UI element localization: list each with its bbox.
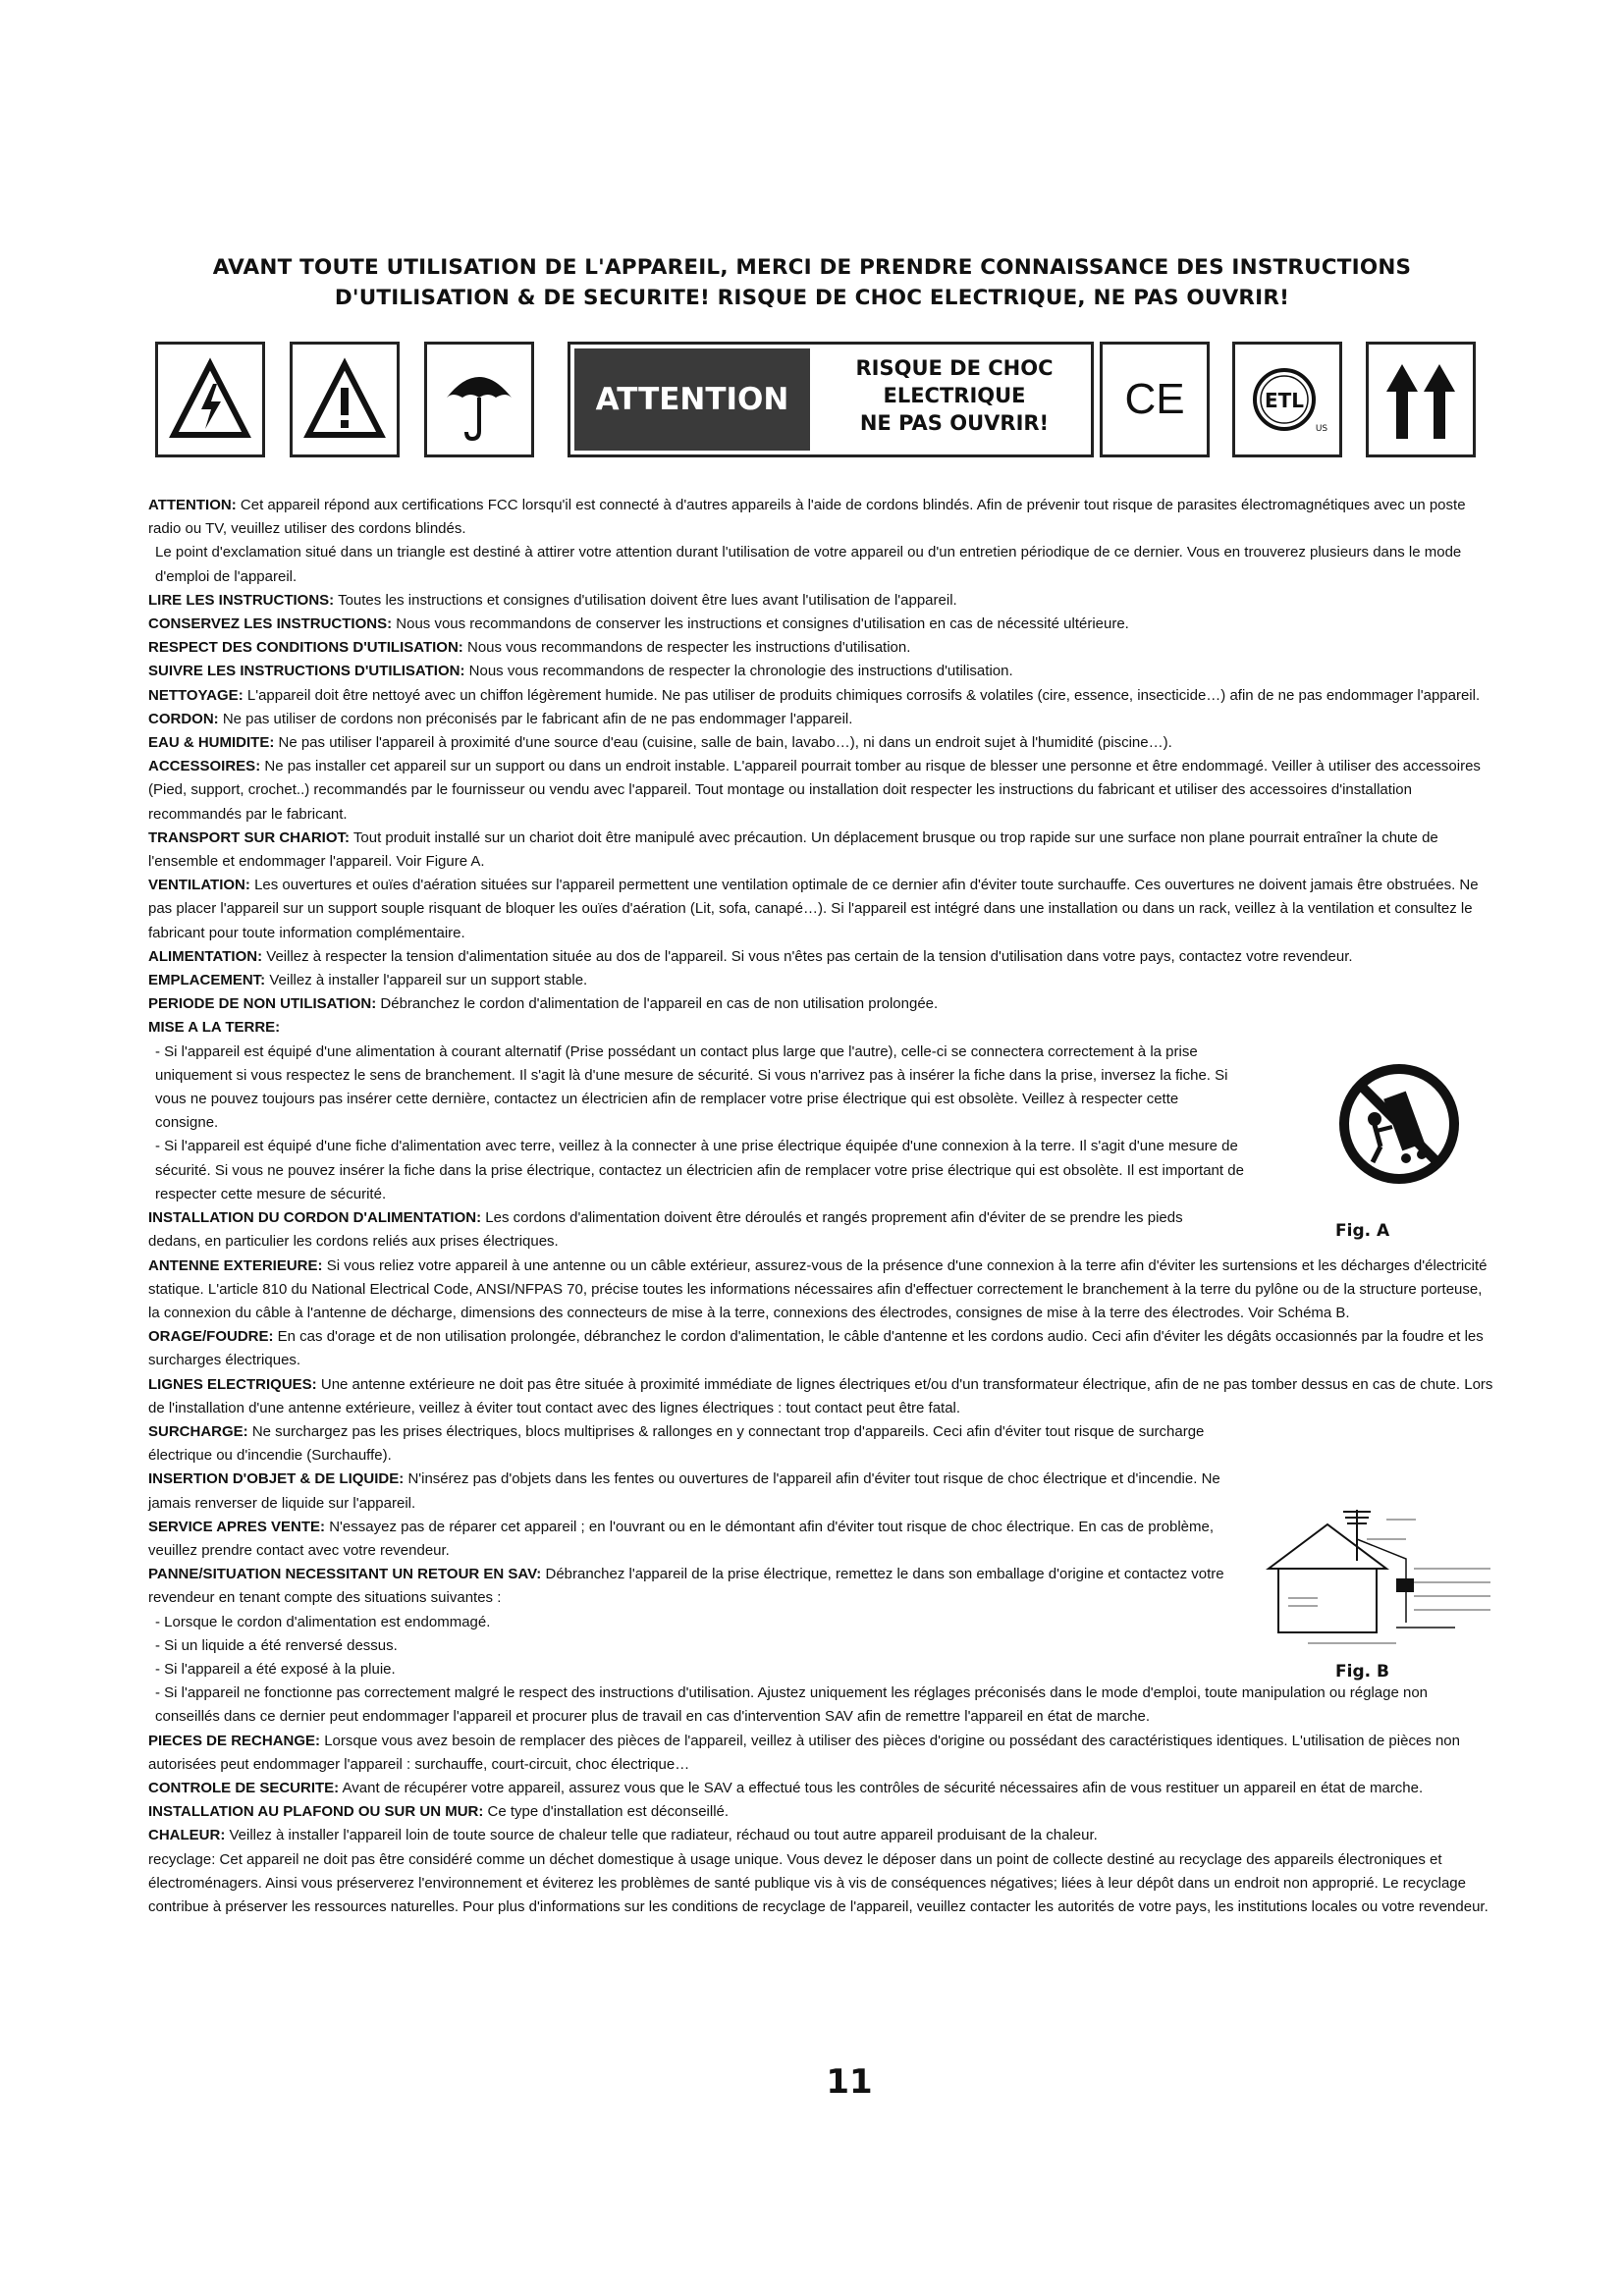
section-heading: PANNE/SITUATION NECESSITANT UN RETOUR EN SAV: [148, 1566, 542, 1583]
figure-b-antenna-grounding-diagram [1259, 1500, 1494, 1647]
section-text: Nous vous recommandons de conserver les instructions et consignes d'utilisation en cas de nécessité ultérieure. [396, 615, 1129, 633]
section-heading: PIECES DE RECHANGE: [148, 1732, 321, 1749]
risk-line-1: RISQUE DE CHOC [855, 356, 1054, 380]
section-text: L'appareil doit être nettoyé avec un chiffon légèrement humide. Ne pas utiliser de produits chimiques corrosifs & volatiles (cire, essence, insecticide…) afin de ne pas endommager l'appareil. [246, 686, 1481, 704]
section-alimentation [148, 945, 1493, 969]
page-title [157, 252, 1467, 313]
section-text: Lorsque vous avez besoin de remplacer des pièces de l'appareil, veillez à utiliser des pièces d'origine ou possédant des caractéristiques identiques. L'utilisation de pièces non autorisées peut endommager l'appareil : surchauffe, court-circuit, choc électrique… [148, 1732, 1460, 1773]
section-heading: TRANSPORT SUR CHARIOT: [148, 828, 350, 846]
section-text: Les ouvertures et ouïes d'aération situées sur l'appareil permettent une ventilation optimale de ce dernier afin d'éviter toute surchauffe. Ces ouvertures ne doivent jamais être obstruées. Ne pas placer l'appareil sur un support souple risquant de bloquer les ouïes d'aération (Lit, sofa, canapé…). Si l'appareil est intégré dans une installation ou dans un rack, veillez à la ventilation et consultez le fabricant pour toute information complémentaire. [148, 877, 1479, 941]
section-text: Avant de récupérer votre appareil, assurez vous que le SAV a effectué tous les contrôles de sécurité nécessaires afin de vous restituer un appareil en état de marche. [342, 1779, 1424, 1796]
section-text: Si vous reliez votre appareil à une antenne ou un câble extérieur, assurez-vous de la présence d'une connexion à la terre afin d'éviter les surtensions et les décharges d'électricité statique. L'article 810 du National Electrical Code, ANSI/NFPAS 70, précise toutes les informations nécessaires afin d'effectuer correctement le branchement à la terre du pylône ou de la structure porteuse, la connexion du câble à l'antenne de décharge, dimensions des connecteurs de mise à la terre, connexions des électrodes, consignes de mise à la terre des électrodes. Voir Schéma B. [148, 1256, 1488, 1321]
section-text: Les cordons d'alimentation doivent être déroulés et rangés proprement afin d'éviter de se prendre les pieds dedans, en particulier les cordons reliés aux prises électriques. [148, 1209, 1183, 1251]
section-text: Débranchez le cordon d'alimentation de l'appareil en cas de non utilisation prolongée. [380, 995, 939, 1013]
ce-mark-icon [1100, 342, 1210, 457]
etl-listed-icon [1232, 342, 1342, 457]
figure-b-label: Fig. B [1335, 1662, 1389, 1682]
section-text: Ne surchargez pas les prises électriques, blocs multiprises & rallonges en y connectant trop d'appareils. Ceci afin d'éviter tout risque de surcharge électrique ou d'incendie (Surchauffe). [148, 1422, 1205, 1465]
etl-us-text: US [1315, 424, 1328, 434]
section-periode [148, 992, 1493, 1016]
section-nettoyage [148, 684, 1493, 708]
section-text: Toutes les instructions et consignes d'utilisation doivent être lues avant l'utilisation de l'appareil. [338, 591, 957, 609]
section-heading: ORAGE/FOUDRE: [148, 1328, 274, 1346]
section-antenne [148, 1255, 1493, 1326]
section-text: Débranchez l'appareil de la prise électrique, remettez le dans son emballage d'origine et contactez votre revendeur en tenant compte des situations suivantes : [148, 1566, 1224, 1607]
section-text: Nous vous recommandons de respecter la chronologie des instructions d'utilisation. [468, 663, 1013, 680]
section-heading: SERVICE APRES VENTE: [148, 1518, 326, 1535]
section-mise-heading [148, 1016, 1493, 1040]
risk-line-2: ELECTRIQUE [883, 384, 1026, 407]
section-ventilation [148, 874, 1493, 945]
section-recyclage: recyclage: Cet appareil ne doit pas être considéré comme un déchet domestique à usage unique. Vous devez le déposer dans un point de collecte destiné au recyclage des appareils électroniques et électroménagers. Ainsi vous préserverez l'environnement et éviterez les problèmes de santé publique vis à vis de conséquences négatives; liées à leur dépôt dans un endroit non approprié. Le recyclage contribue à préserver les ressources naturelles. Pour plus d'informations sur les conditions de recyclage de l'appareil, veuillez contacter les autorités de votre pays, les institutions locales ou votre revendeur. [148, 1850, 1489, 1915]
section-heading: ACCESSOIRES: [148, 758, 261, 775]
section-lignes [148, 1373, 1493, 1420]
section-accessoires [148, 755, 1493, 827]
panne-item-1: - Lorsque le cordon d'alimentation est endommagé. [155, 1613, 491, 1630]
section-pieces [148, 1730, 1493, 1777]
section-emplacement [148, 969, 1493, 992]
panne-item-2: - Si un liquide a été renversé dessus. [155, 1636, 398, 1654]
section-heading: INSTALLATION AU PLAFOND OU SUR UN MUR: [148, 1803, 484, 1821]
page-number: 11 [826, 2062, 873, 2102]
section-text: N'essayez pas de réparer cet appareil ; en l'ouvrant ou en le démontant afin d'éviter tout risque de choc électrique. En cas de problème, veuillez prendre contact avec votre revendeur. [148, 1518, 1215, 1559]
section-installation [148, 1206, 1238, 1254]
section-heading: ANTENNE EXTERIEURE: [148, 1256, 323, 1274]
keep-dry-umbrella-icon [424, 342, 534, 457]
section-heading: SURCHARGE: [148, 1422, 248, 1440]
section-exclamation: Le point d'exclamation situé dans un triangle est destiné à attirer votre attention durant l'utilisation de votre appareil ou d'un entretien périodique de ce dernier. Vous en trouverez plusieurs dans le mode d'emploi de l'appareil. [155, 544, 1462, 585]
risk-line-3: NE PAS OUVRIR! [859, 411, 1050, 435]
section-heading: INSTALLATION DU CORDON D'ALIMENTATION: [148, 1209, 482, 1227]
section-text: Ne pas installer cet appareil sur un support ou dans un endroit instable. L'appareil pourrait tomber au risque de blesser une personne et être endommagé. Veiller à utiliser des accessoires (Pied, support, crochet..) recommandés par le fournisseur ou vendu avec l'appareil. Tout montage ou installation doit respecter les instructions du fabricant et utiliser des accessoires d'installation recommandés par le fabricant. [148, 758, 1481, 823]
section-panne [148, 1563, 1238, 1610]
section-text: Une antenne extérieure ne doit pas être située à proximité immédiate de lignes électriques et/ou d'un transformateur électrique, afin de ne pas tomber dessus en cas de chute. Lors de l'installation d'une antenne extérieure, veillez à éviter tout contact avec des lignes électriques : tout contact peut être fatal. [148, 1375, 1493, 1416]
panne-item-4: - Si l'appareil ne fonctionne pas correctement malgré le respect des instructions d'utilisation. Ajustez uniquement les réglages préconisés dans le mode d'emploi, toute manipulation ou réglage non conseillés dans ce dernier peut endommager l'appareil et procurer plus de travail en cas d'intervention SAV afin de remettre l'appareil en état de marche. [155, 1684, 1429, 1726]
section-lire [148, 589, 1493, 613]
section-eau [148, 731, 1493, 755]
electric-shock-warning-icon [155, 342, 265, 457]
risk-text [822, 354, 1087, 437]
section-conservez [148, 613, 1493, 636]
instructions-body [148, 494, 1493, 1919]
safety-icon-strip [0, 342, 1624, 463]
section-heading: EMPLACEMENT: [148, 972, 266, 989]
panne-item-3: - Si l'appareil a été exposé à la pluie. [155, 1660, 396, 1678]
section-text: Cet appareil répond aux certifications FCC lorsqu'il est connecté à d'autres appareils à l'aide de cordons blindés. Afin de prévenir tout risque de parasites électromagnétiques avec un poste radio ou TV, veuillez utiliser des cordons blindés. [148, 497, 1466, 538]
section-heading: ALIMENTATION: [148, 947, 263, 965]
section-insertion [148, 1468, 1238, 1515]
title-line-2: D'UTILISATION & DE SECURITE! RISQUE DE CHOC ELECTRIQUE, NE PAS OUVRIR! [334, 286, 1290, 310]
section-heading: SUIVRE LES INSTRUCTIONS D'UTILISATION: [148, 663, 465, 680]
title-line-1: AVANT TOUTE UTILISATION DE L'APPAREIL, MERCI DE PRENDRE CONNAISSANCE DES INSTRUCTIONS [212, 255, 1412, 280]
attention-panel [568, 342, 1094, 457]
section-text: Tout produit installé sur un chariot doit être manipulé avec précaution. Un déplacement brusque ou trop rapide sur une surface non plane pourrait entraîner la chute de l'ensemble et endommager l'appareil. Voir Figure A. [148, 828, 1438, 871]
section-text: En cas d'orage et de non utilisation prolongée, débranchez le cordon d'alimentation, le câble d'antenne et les cordons audio. Ceci afin d'éviter les dégâts occasionnés par la foudre et les surcharges électriques. [148, 1328, 1484, 1369]
section-heading: PERIODE DE NON UTILISATION: [148, 995, 377, 1013]
section-surcharge [148, 1420, 1238, 1468]
figure-a-cart-tipover-icon [1335, 1060, 1463, 1188]
section-suivre [148, 660, 1493, 683]
section-heading: CONTROLE DE SECURITE: [148, 1779, 340, 1796]
section-transport [148, 827, 1493, 874]
section-heading: EAU & HUMIDITE: [148, 734, 275, 752]
section-plafond [148, 1800, 1493, 1824]
section-respect [148, 636, 1493, 660]
section-text: N'insérez pas d'objets dans les fentes ou ouvertures de l'appareil afin d'éviter tout risque de choc électrique et d'incendie. Ne jamais renverser de liquide sur l'appareil. [148, 1470, 1220, 1512]
section-text: Veillez à respecter la tension d'alimentation située au dos de l'appareil. Si vous n'êtes pas certain de la tension d'utilisation dans votre pays, contactez votre revendeur. [266, 947, 1353, 965]
section-text: Nous vous recommandons de respecter les instructions d'utilisation. [466, 639, 911, 657]
section-cordon [148, 708, 1493, 731]
section-text: Veillez à installer l'appareil loin de toute source de chaleur telle que radiateur, réchaud ou tout autre appareil produisant de la chaleur. [229, 1827, 1098, 1844]
section-heading: RESPECT DES CONDITIONS D'UTILISATION: [148, 639, 463, 657]
section-orage [148, 1325, 1493, 1372]
section-heading: CHALEUR: [148, 1827, 226, 1844]
section-mise-1: - Si l'appareil est équipé d'une alimentation à courant alternatif (Prise possédant un contact plus large que l'autre), celle-ci se connectera correctement à la prise uniquement si vous respectez le sens de branchement. Il s'agit là d'une mesure de sécurité. Si vous n'arrivez pas à insérer la fiche dans la prise, inversez la fiche. Si vous ne pouvez toujours pas insérer cette dernière, contactez un électricien afin de remplacer votre prise électrique qui est obsolète. Veillez à respecter cette consigne. [155, 1042, 1228, 1132]
section-heading: LIGNES ELECTRIQUES: [148, 1375, 317, 1393]
section-heading: MISE A LA TERRE: [148, 1019, 281, 1037]
section-text: Ne pas utiliser de cordons non préconisés par le fabricant afin de ne pas endommager l'appareil. [222, 710, 853, 727]
section-heading: VENTILATION: [148, 877, 250, 894]
attention-label: ATTENTION [574, 348, 810, 451]
etl-text: ETL [1264, 389, 1305, 412]
section-attention [148, 494, 1493, 541]
section-text: Ce type d'installation est déconseillé. [487, 1803, 730, 1821]
figure-a-label: Fig. A [1335, 1221, 1390, 1241]
section-service [148, 1516, 1238, 1563]
section-heading: ATTENTION: [148, 497, 237, 513]
section-heading: CORDON: [148, 710, 219, 727]
section-heading: INSERTION D'OBJET & DE LIQUIDE: [148, 1470, 405, 1488]
section-mise-2: - Si l'appareil est équipé d'une fiche d'alimentation avec terre, veillez à la connecter à une prise électrique équipée d'une connexion à la terre. Il s'agit d'une mesure de sécurité. Si vous ne pouvez insérer la fiche dans la prise électrique, contactez un électricien afin de remplacer votre prise électrique qui est obsolète. Il est important de respecter cette mesure de sécurité. [155, 1138, 1244, 1202]
section-chaleur [148, 1824, 1493, 1847]
exclamation-warning-icon [290, 342, 400, 457]
section-heading: NETTOYAGE: [148, 686, 244, 704]
section-text: Veillez à installer l'appareil sur un support stable. [269, 972, 588, 989]
section-text: Ne pas utiliser l'appareil à proximité d'une source d'eau (cuisine, salle de bain, lavabo…), ni dans un endroit sujet à l'humidité (piscine…). [278, 734, 1172, 752]
section-heading: LIRE LES INSTRUCTIONS: [148, 591, 335, 609]
this-way-up-arrows-icon [1366, 342, 1476, 457]
ce-mark-text: CE [1124, 375, 1185, 423]
section-controle [148, 1777, 1493, 1800]
section-heading: CONSERVEZ LES INSTRUCTIONS: [148, 615, 393, 633]
